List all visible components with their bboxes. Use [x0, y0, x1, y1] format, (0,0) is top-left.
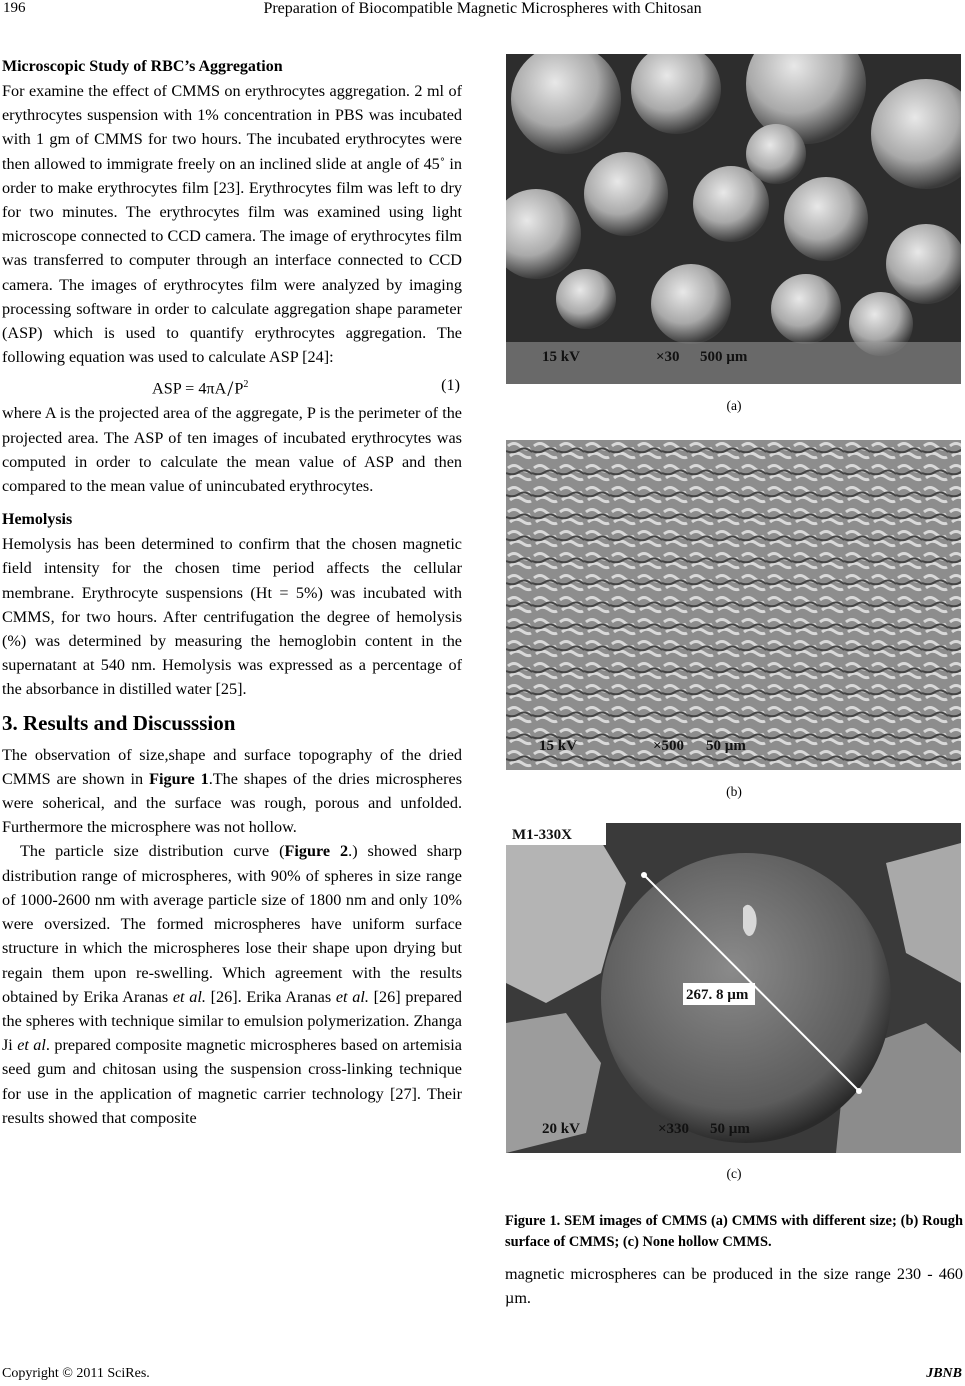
figure-1-ref: Figure 1 [149, 769, 209, 788]
results2-text-b: .) showed sharp distribution range of microspheres, with 90% of spheres in size range of 1000-2600 nm with average particle size of 1800 nm and only 10% were oversized. The formed microspheres have uniform surface structure in which the microspheres lose their shape upon drying but regain them upon re-swelling. Which agreement with the results obtained by Erika Aranas [2, 842, 462, 1006]
figure-a-scale: 500 µm [700, 349, 748, 365]
sem-image-c [506, 823, 961, 1153]
heading-hemolysis: Hemolysis [2, 511, 73, 529]
results2-text-a: The particle size distribution curve ( [20, 842, 285, 861]
etal-1: et al. [172, 987, 206, 1006]
paragraph-results-1 [2, 743, 462, 840]
equation-number: (1) [441, 376, 460, 395]
paragraph-rbc: For examine the effect of CMMS on erythrocytes aggregation. 2 ml of erythrocytes suspension with 1% concentration in PBS was incubated with 1 gm of CMMS for two hours. The incubated erythrocytes were then allowed to immigrate freely on an inclined slide at angle of 45˚ in order to make erythrocytes film [23]. Erythrocytes film was left to dry for two minutes. The erythrocytes film was examined using light microscope connected to CCD camera. The image of erythrocytes film was transferred to computer through an interface connected to CCD camera. The images of erythrocytes film were analyzed by imaging processing software in order to calculate aggregation shape parameter (ASP) which is used to quantify erythrocytes aggregation. The following equation was used to calculate ASP [24]: [2, 82, 462, 367]
figure-b-kv: 15 kV [539, 738, 577, 754]
paragraph-results-2 [2, 839, 462, 1129]
etal-3: et al [17, 1036, 46, 1055]
page-number: 196 [3, 0, 26, 16]
figure-c-measure: 267. 8 µm [686, 987, 749, 1003]
footer-journal: JBNB [926, 1366, 962, 1381]
figure-c-id: M1-330X [512, 827, 572, 843]
equation-rhs: P [234, 379, 244, 398]
sem-image-a [506, 54, 961, 384]
etal-2: et al. [335, 987, 369, 1006]
equation-lhs: ASP = 4πA [152, 379, 227, 398]
figure-c-tag: (c) [726, 1166, 742, 1181]
results2-text-d: [26] prepared the spheres with technique similar to emulsion polymerization. Zhanga Ji [2, 987, 462, 1055]
figure-c-magnification: ×330 [658, 1121, 690, 1137]
right-column-text: magnetic microspheres can be produced in the size range 230 - 460 µm. [505, 1265, 963, 1308]
figure-2-ref: Figure 2 [284, 842, 349, 861]
figure-b-magnification: ×500 [653, 738, 685, 754]
figure-1-caption: Figure 1. SEM images of CMMS (a) CMMS with different size; (b) Rough surface of CMMS; (c) None hollow CMMS. [505, 1213, 963, 1250]
equation-asp: ASP = $4\pi A/P^2$ (1) [2, 373, 462, 399]
results2-text-c: [26]. Erika Aranas [205, 987, 336, 1006]
heading-rbc-aggregation: Microscopic Study of RBC’s Aggregation [2, 58, 283, 75]
paragraph-asp: where A is the projected area of the aggregate, P is the perimeter of the projected area. The ASP of ten images of incubated erythrocytes was computed in order to calculate the mean value of ASP and then compared to the mean value of unincubated erythrocytes. [2, 404, 462, 496]
figure-a-kv: 15 kV [542, 349, 580, 365]
results1-text-b: .The shapes of the dries microspheres were soherical, and the surface was rough, porous and unfolded. Furthermore the microsphere was not hollow. [2, 769, 462, 837]
figure-a-magnification: ×30 [656, 349, 680, 365]
running-title: Preparation of Biocompatible Magnetic Microspheres with Chitosan [263, 0, 702, 17]
heading-results: 3. Results and Discusssion [2, 710, 236, 735]
sem-image-b [506, 440, 961, 770]
figure-c-scale: 50 µm [710, 1121, 750, 1137]
results1-text-a: The observation of size,shape and surface topography of the dried CMMS are shown in [2, 745, 462, 788]
equation-exponent: 2 [243, 379, 249, 391]
left-column [2, 55, 462, 1130]
figure-b-scale: 50 µm [706, 738, 746, 754]
results2-text-e: . prepared composite magnetic microspheres based on artemisia seed gum and chitosan using the suspension cross-linking technique for use in the application of magnetic carrier technology [27]. Their results showed that composite [2, 1036, 462, 1127]
figure-a-tag: (a) [726, 398, 742, 413]
figure-b-tag: (b) [726, 784, 742, 799]
paragraph-hemolysis: Hemolysis has been determined to confirm that the chosen magnetic field intensity for the chosen time period affects the cellular membrane. Erythrocyte suspensions (Ht = 5%) was incubated with CMMS, for two hours. After centrifugation the degree of hemolysis (%) was determined by measuring the hemoglobin content in the supernatant at 540 nm. Hemolysis was expressed as a percentage of the absorbance in distilled water [25]. [2, 535, 462, 699]
footer-copyright: Copyright © 2011 SciRes. [2, 1366, 150, 1381]
figure-c-kv: 20 kV [542, 1121, 580, 1137]
